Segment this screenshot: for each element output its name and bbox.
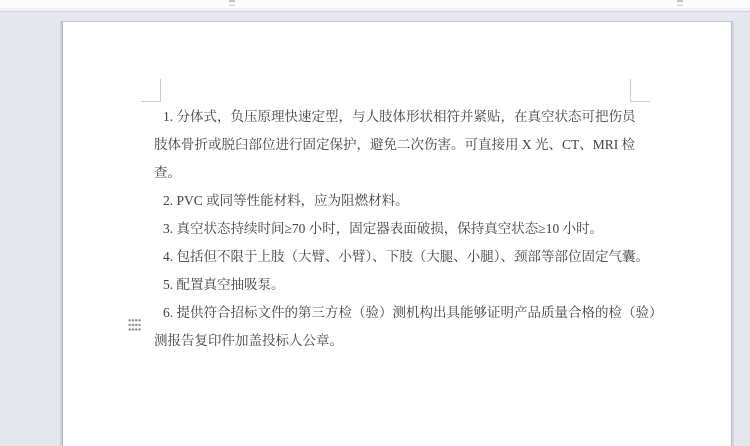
text-line[interactable]: 4. 包括但不限于上肢（大臂、小臂）、下肢（大腿、小腿）、颈部等部位固定气囊。 — [163, 249, 649, 264]
text-line[interactable]: 3. 真空状态持续时间≥70 小时，固定器表面破损，保持真空状态≥10 小时。 — [163, 221, 604, 236]
text-line[interactable]: 查。 — [154, 165, 181, 180]
text-line[interactable]: 5. 配置真空抽吸泵。 — [163, 277, 285, 292]
text-line[interactable]: 肢体骨折或脱臼部位进行固定保护，避免二次伤害。可直接用 X 光、CT、MRI 检 — [154, 137, 636, 152]
text-line[interactable]: 6. 提供符合招标文件的第三方检（验）测机构出具能够证明产品质量合格的检（验） — [163, 305, 663, 320]
drag-handle-icon[interactable] — [128, 318, 141, 332]
text-line[interactable]: 2. PVC 或同等性能材料，应为阻燃材料。 — [163, 193, 409, 208]
ruler-mark — [677, 0, 683, 6]
text-line[interactable]: 测报告复印件加盖投标人公章。 — [154, 333, 343, 348]
text-boundary-mark-right — [630, 79, 650, 102]
text-line[interactable]: 1. 分体式，负压原理快速定型，与人肢体形状相符并紧贴，在真空状态可把伤员 — [163, 109, 636, 124]
ruler-mark — [229, 0, 235, 6]
ruler-strip — [0, 0, 750, 12]
text-boundary-mark-left — [141, 79, 161, 102]
document-text[interactable] — [154, 103, 663, 355]
